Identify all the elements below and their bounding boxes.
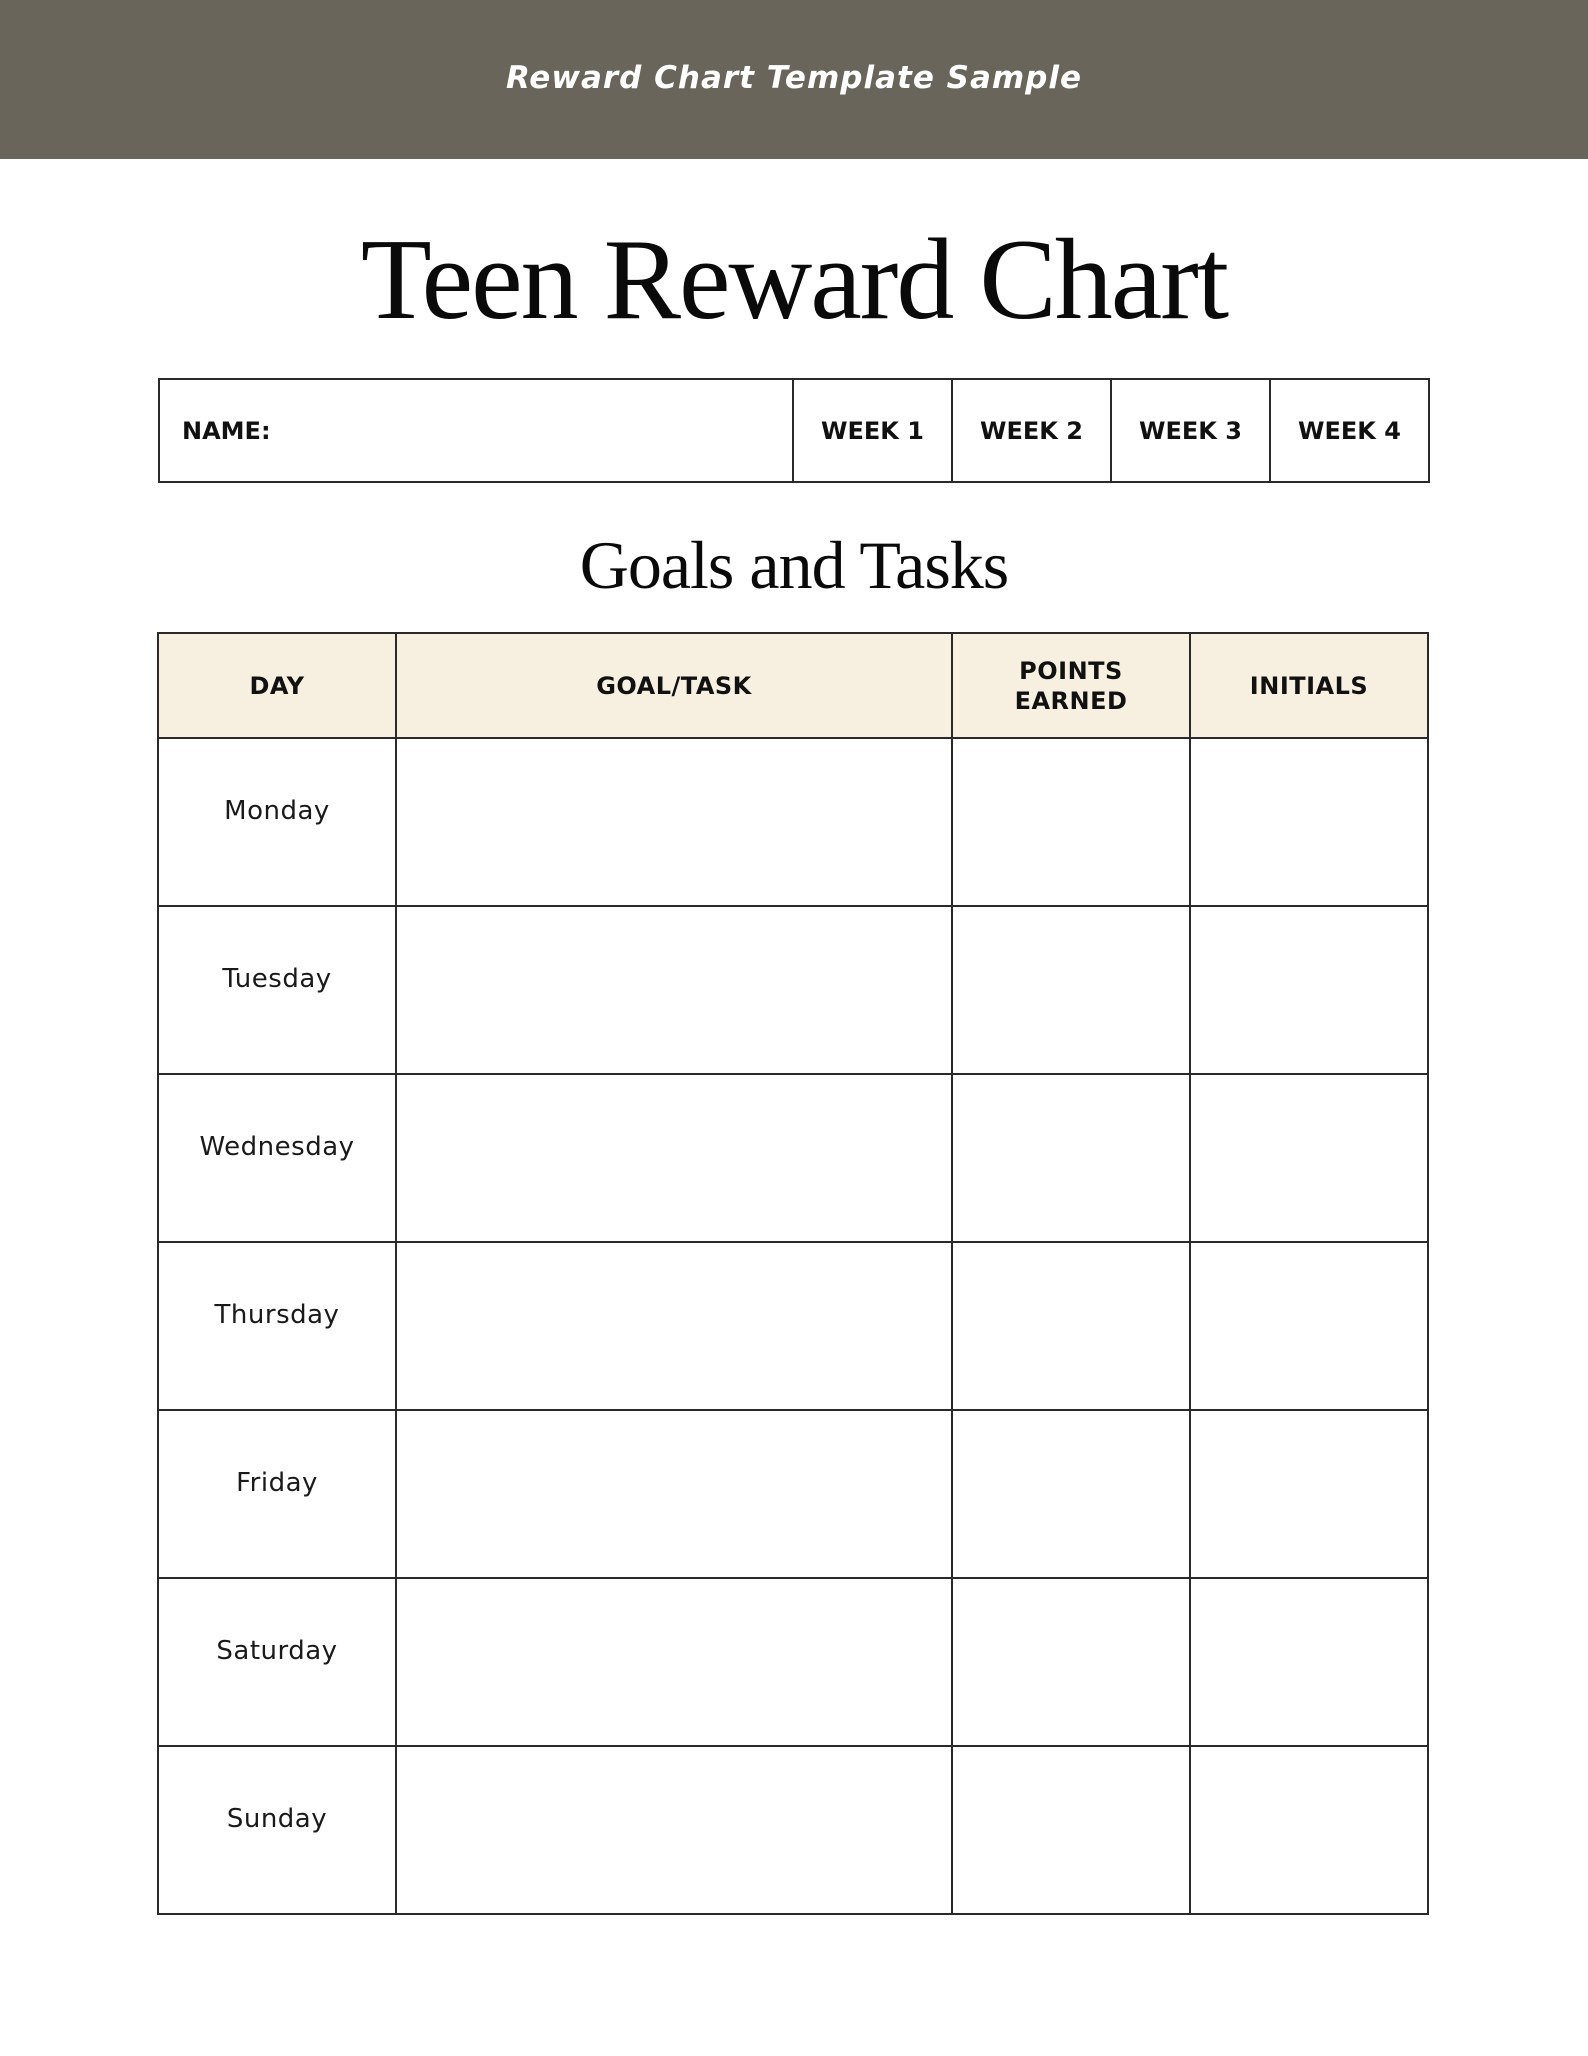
points-earned-cell[interactable]	[952, 1578, 1190, 1746]
goals-table	[157, 632, 1429, 1915]
banner-title: Reward Chart Template Sample	[505, 59, 1083, 96]
table-row-wednesday	[158, 1074, 1428, 1242]
name-week-row	[159, 379, 1429, 482]
points-earned-cell[interactable]	[952, 1242, 1190, 1410]
initials-cell[interactable]	[1190, 1242, 1428, 1410]
points-header-line2: EARNED	[1014, 686, 1128, 715]
points-earned-cell[interactable]	[952, 906, 1190, 1074]
name-field[interactable]	[159, 379, 793, 482]
goal-task-cell[interactable]	[396, 1074, 952, 1242]
initials-cell[interactable]	[1190, 1746, 1428, 1914]
week-3-label: WEEK 3	[1139, 416, 1242, 445]
table-row-tuesday	[158, 906, 1428, 1074]
week-4-label: WEEK 4	[1298, 416, 1401, 445]
table-row-sunday	[158, 1746, 1428, 1914]
header-banner	[0, 0, 1588, 159]
initials-cell[interactable]	[1190, 1578, 1428, 1746]
day-cell: Tuesday	[158, 906, 396, 1074]
goal-task-cell[interactable]	[396, 1578, 952, 1746]
goal-task-cell[interactable]	[396, 1410, 952, 1578]
day-column-header: DAY	[158, 633, 396, 738]
day-cell: Saturday	[158, 1578, 396, 1746]
day-cell: Thursday	[158, 1242, 396, 1410]
points-header-line1: POINTS	[1019, 656, 1123, 685]
table-row-thursday	[158, 1242, 1428, 1410]
table-row-saturday	[158, 1578, 1428, 1746]
goal-task-column-header: GOAL/TASK	[396, 633, 952, 738]
section-title: Goals and Tasks	[579, 527, 1009, 603]
initials-cell[interactable]	[1190, 906, 1428, 1074]
day-cell: Sunday	[158, 1746, 396, 1914]
initials-cell[interactable]	[1190, 1074, 1428, 1242]
initials-cell[interactable]	[1190, 738, 1428, 906]
day-cell: Wednesday	[158, 1074, 396, 1242]
name-week-table	[158, 378, 1430, 483]
points-earned-cell[interactable]	[952, 738, 1190, 906]
goals-header-row	[158, 633, 1428, 738]
page-title: Teen Reward Chart	[360, 216, 1228, 344]
goal-task-cell[interactable]	[396, 738, 952, 906]
goal-task-cell[interactable]	[396, 906, 952, 1074]
day-cell: Monday	[158, 738, 396, 906]
goal-task-cell[interactable]	[396, 1242, 952, 1410]
table-row-friday	[158, 1410, 1428, 1578]
day-cell: Friday	[158, 1410, 396, 1578]
week-1-cell[interactable]	[793, 379, 952, 482]
initials-cell[interactable]	[1190, 1410, 1428, 1578]
points-earned-cell[interactable]	[952, 1746, 1190, 1914]
points-earned-cell[interactable]	[952, 1410, 1190, 1578]
points-earned-column-header	[952, 633, 1190, 738]
points-earned-cell[interactable]	[952, 1074, 1190, 1242]
week-2-cell[interactable]	[952, 379, 1111, 482]
week-2-label: WEEK 2	[980, 416, 1083, 445]
week-1-label: WEEK 1	[821, 416, 924, 445]
initials-column-header: INITIALS	[1190, 633, 1428, 738]
name-label: NAME:	[182, 416, 271, 445]
week-3-cell[interactable]	[1111, 379, 1270, 482]
goal-task-cell[interactable]	[396, 1746, 952, 1914]
week-4-cell[interactable]	[1270, 379, 1429, 482]
table-row-monday	[158, 738, 1428, 906]
